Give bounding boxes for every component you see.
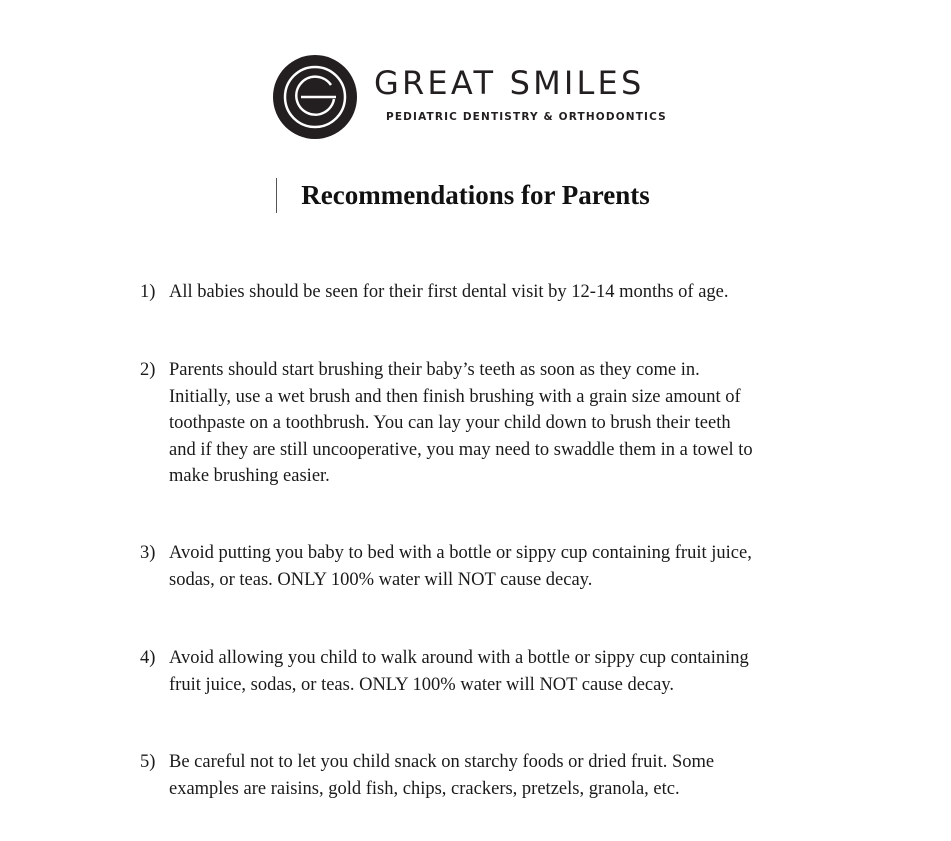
brand-logo [273,55,693,141]
gs-circle-monogram-icon [273,55,357,139]
item-text [169,645,841,698]
item-line: Be careful not to let you child snack on starchy foods or dried fruit. Some [169,752,715,772]
item-line: make brushing easier. [169,466,330,486]
document-title: Recommendations for Parents [301,180,650,210]
item-number: 3) [140,543,156,563]
item-line: All babies should be seen for their first dental visit by 12-14 months of age. [169,282,729,302]
item-number: 4) [140,648,156,668]
item-number: 2) [140,360,156,380]
item-line: and if they are still uncooperative, you may need to swaddle them in a towel to [169,439,753,460]
item-text [169,749,841,802]
item-number: 5) [140,752,156,772]
brand-tagline: PEDIATRIC DENTISTRY & ORTHODONTICS [386,111,667,123]
item-number: 1) [140,282,156,302]
item-line: Avoid putting you baby to bed with a bottle or sippy cup containing fruit juice, [169,543,752,563]
item-line: Avoid allowing you child to walk around with a bottle or sippy cup containing [169,648,749,668]
item-line: Initially, use a wet brush and then finish brushing with a grain size amount of [169,386,741,407]
item-text [169,357,841,490]
item-line: examples are raisins, gold fish, chips, crackers, pretzels, granola, etc. [169,778,680,799]
item-line: Parents should start brushing their baby’s teeth as soon as they come in. [169,360,700,380]
item-line: sodas, or teas. ONLY 100% water will NOT cause decay. [169,569,593,590]
item-text [169,540,841,593]
item-line: toothpaste on a toothbrush. You can lay your child down to brush their teeth [169,413,731,433]
item-line: fruit juice, sodas, or teas. ONLY 100% water will NOT cause decay. [169,674,675,695]
item-text [169,279,841,306]
brand-name: GREAT SMILES [374,64,645,102]
